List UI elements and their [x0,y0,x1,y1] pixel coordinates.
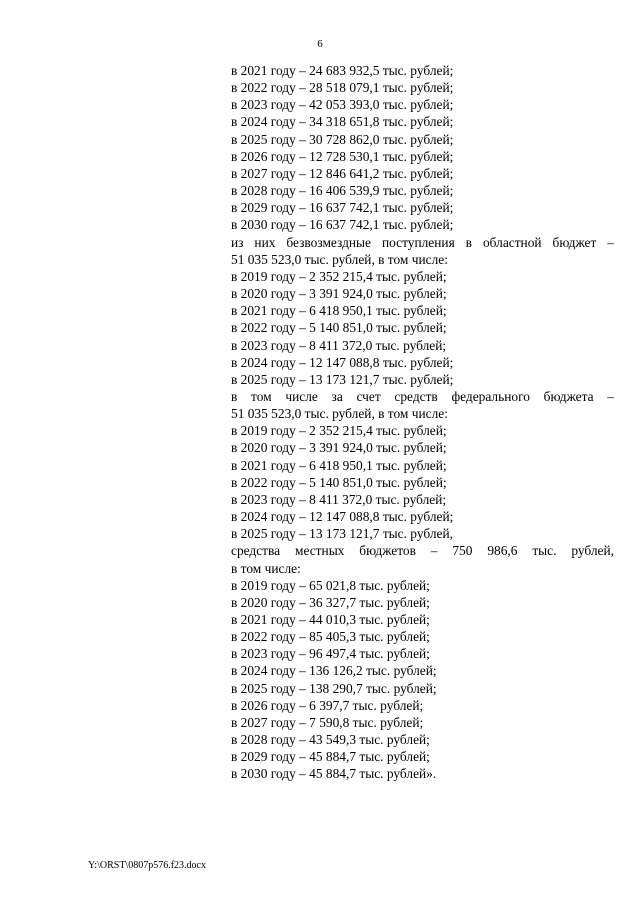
text-line: в 2021 году – 24 683 932,5 тыс. рублей; [231,63,454,78]
text-line: в 2021 году – 6 418 950,1 тыс. рублей; [231,457,447,473]
text-line: в 2030 году – 16 637 742,1 тыс. рублей; [231,217,454,233]
text-line: в 2025 году – 13 173 121,7 тыс. рублей; [231,371,454,387]
text-line: в 2026 году – 12 728 530,1 тыс. рублей; [231,148,454,164]
text-line: в 2025 году – 13 173 121,7 тыс. рублей, [231,526,453,542]
text-line: в 2019 году – 2 352 215,4 тыс. рублей; [231,268,447,284]
text-line: в 2023 году – 8 411 372,0 тыс. рублей; [231,491,447,507]
text-line: средства местных бюджетов – 750 986,6 тыс. рублей, [231,543,614,559]
text-line: в 2021 году – 6 418 950,1 тыс. рублей; [231,303,447,319]
text-line: в 2025 году – 138 290,7 тыс. рублей; [231,680,437,696]
text-line: в 2025 году – 30 728 862,0 тыс. рублей; [231,131,454,147]
text-line: в 2024 году – 12 147 088,8 тыс. рублей; [231,354,454,370]
text-line: в 2023 году – 8 411 372,0 тыс. рублей; [231,337,447,353]
text-line: в 2029 году – 45 884,7 тыс. рублей; [231,749,430,765]
text-line: в 2022 году – 28 518 079,1 тыс. рублей; [231,80,454,96]
text-line: в 2027 году – 12 846 641,2 тыс. рублей; [231,165,454,181]
text-line: в 2022 году – 85 405,3 тыс. рублей; [231,629,430,645]
footer-file-path: Y:\ORST\0807p576.f23.docx [88,860,206,871]
text-line: в 2028 году – 43 549,3 тыс. рублей; [231,732,430,748]
text-line: 51 035 523,0 тыс. рублей, в том числе: [231,251,448,267]
text-line: из них безвозмездные поступления в областной бюджет – [231,234,614,250]
text-line: в 2019 году – 65 021,8 тыс. рублей; [231,577,430,593]
text-line: в 2019 году – 2 352 215,4 тыс. рублей; [231,423,447,439]
text-line: в 2023 году – 42 053 393,0 тыс. рублей; [231,97,454,113]
text-line: в 2021 году – 44 010,3 тыс. рублей; [231,612,430,627]
text-line: в 2024 году – 12 147 088,8 тыс. рублей; [231,509,454,525]
text-line: в том числе за счет средств федерального бюджета – [231,388,614,404]
text-line: в 2020 году – 3 391 924,0 тыс. рублей; [231,286,447,302]
text-line: в 2029 году – 16 637 742,1 тыс. рублей; [231,200,454,216]
text-line: в 2024 году – 34 318 651,8 тыс. рублей; [231,114,454,130]
document-text-block [231,62,614,783]
page-number: 6 [317,38,323,50]
text-line: в том числе: [231,560,301,576]
text-line: 51 035 523,0 тыс. рублей, в том числе: [231,406,448,422]
text-line: в 2022 году – 5 140 851,0 тыс. рублей; [231,320,447,336]
text-line: в 2020 году – 36 327,7 тыс. рублей; [231,594,430,610]
text-line: в 2023 году – 96 497,4 тыс. рублей; [231,646,430,662]
text-line: в 2030 году – 45 884,7 тыс. рублей». [231,766,437,782]
text-line: в 2028 году – 16 406 539,9 тыс. рублей; [231,183,454,199]
text-line: в 2026 году – 6 397,7 тыс. рублей; [231,697,424,713]
text-line: в 2022 году – 5 140 851,0 тыс. рублей; [231,474,447,490]
text-line: в 2024 году – 136 126,2 тыс. рублей; [231,663,437,679]
text-line: в 2020 году – 3 391 924,0 тыс. рублей; [231,440,447,456]
text-line: в 2027 году – 7 590,8 тыс. рублей; [231,714,424,730]
